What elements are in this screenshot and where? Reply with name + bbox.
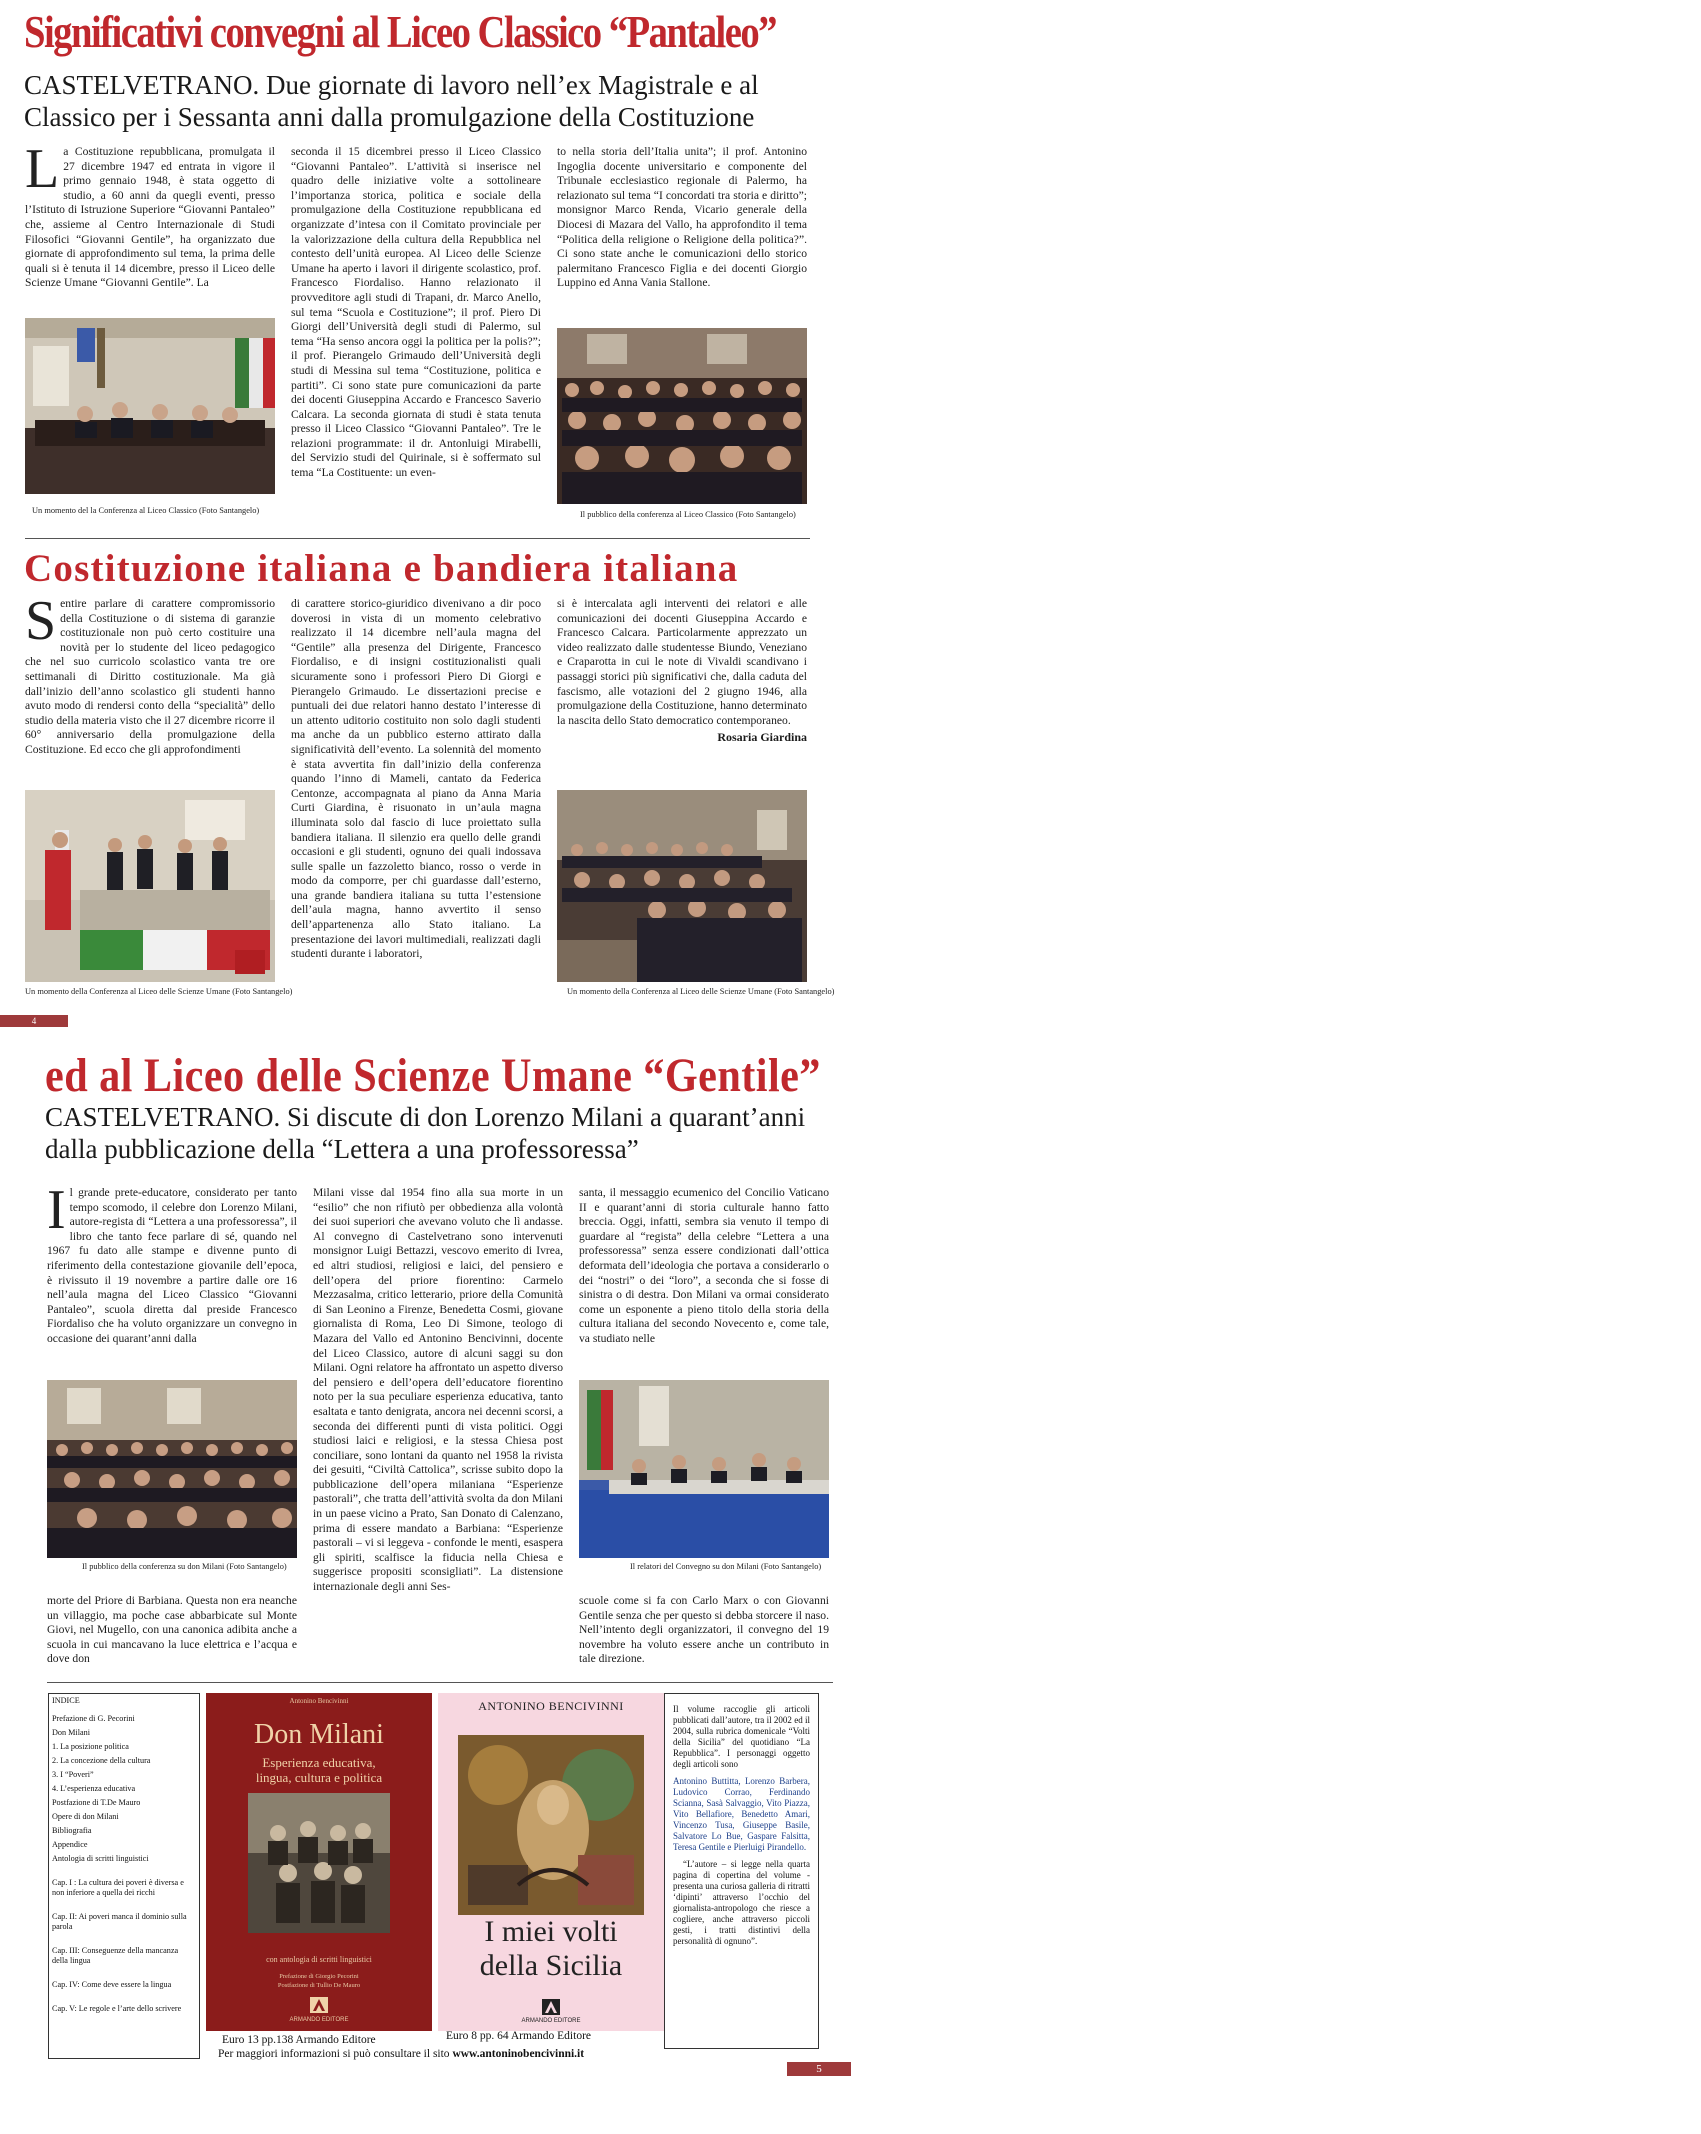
index-item: Cap. I : La cultura dei poveri è diversa e non inferiore a quella dei ricchi (52, 1878, 184, 1897)
book1-photo (248, 1793, 390, 1933)
caption-speakers-don-milani: Il relatori del Convegno su don Milani (Foto Santangelo) (630, 1562, 822, 1571)
article3-subtitle: CASTELVETRANO. Si discute di don Lorenzo Milani a quarant’anni dalla pubblicazione della “Lettera a una professoressa” (45, 1102, 806, 1164)
book1-antologia: con antologia di scritti linguistici (266, 1955, 372, 1964)
index-item: Antologia di scritti linguistici (52, 1854, 149, 1863)
book1-publisher: ARMANDO EDITORE (289, 2017, 349, 2023)
book1-author: Antonino Bencivinni (289, 1697, 349, 1705)
index-item: 2. La concezione della cultura (52, 1756, 151, 1765)
caption-audience-don-milani: Il pubblico della conferenza su don Milani (Foto Santangelo) (82, 1562, 287, 1571)
page-number-right: 5 (787, 2062, 851, 2076)
article1-column-1: L a Costituzione repubblicana, promulgata il 27 dicembre 1947 ed entrata in vigore il primo gennaio 1948, è stata oggetto di studio, a 60 anni da quegli eventi, presso l’Istituto di Istruzione Superiore “Giovanni Pantaleo” che, assieme al Centro Internazionale di Studi Filosofici “Giovanni Gentile”, ha organizzato due giornate di approfondimento sul tema, la prima delle quali si è tenuta il 14 dicembre, presso il Liceo delle Scienze Umane “Giovanni Gentile”. La (25, 138, 275, 290)
book-cover-volti-sicilia (438, 1693, 664, 2031)
book1-title: Don Milani (254, 1719, 384, 1750)
website-link[interactable]: www.antoninobencivinni.it (452, 2048, 585, 2060)
book2-publisher: ARMANDO EDITORE (521, 2018, 581, 2024)
sidebar-names: Antonino Buttitta, Lorenzo Barbera, Ludovico Corrao, Ferdinando Scianna, Sasà Salvaggio, Vito Piazza, Vito Bellafiore, Benedetto Amari, Vincenzo Tusa, Giuseppe Basile, Salvatore Lo Bue, Gaspare Falsitta, Teresa Gentile e Pierluigi Pirandello. (673, 1776, 810, 1852)
article3-column-3: santa, il messaggio ecumenico del Concilio Vaticano II e quarant’anni di storia culturale hanno fatto breccia. Oggi, infatti, sembra sia venuto il tempo di guardare al “regista” della celebre “Lettera a una professoressa” senza essere condizionati dall’ottica deformata dell’ideologia che portava a considerarlo o dei “nostri” o dei “loro”, a seconda che si fosse di sinistra o di destra. Don Milani va ormai considerato come un esponente a pieno titolo della storia della cultura italiana del secondo Novecento e, come tale, va studiato nelle (579, 1186, 829, 1345)
photo-speakers-don-milani (579, 1380, 829, 1558)
book-cover-don-milani (206, 1693, 432, 2031)
photo-conference-panel (25, 318, 275, 494)
book-description-box (664, 1693, 819, 2049)
book2-title: I miei volti della Sicilia (479, 1915, 623, 1982)
caption-audience-scienze-umane: Un momento della Conferenza al Liceo delle Scienze Umane (Foto Santangelo) (567, 987, 835, 996)
book-index-box (48, 1693, 200, 2059)
book2-publisher-logo (542, 1999, 560, 2015)
index-item: 4. L’esperienza educativa (52, 1784, 136, 1793)
article3-title: ed al Liceo delle Scienze Umane “Gentile” (45, 1049, 821, 1102)
book2-price: Euro 8 pp. 64 Armando Editore (446, 2030, 592, 2042)
divider-2 (47, 1682, 833, 1683)
more-info-line (218, 2048, 584, 2060)
photo-speaker-flag (25, 790, 275, 982)
index-item: 3. I “Poveri” (52, 1770, 94, 1779)
book1-subtitle: Esperienza educativa, lingua, cultura e politica (255, 1755, 383, 1785)
index-item: Cap. IV: Come deve essere la lingua (52, 1980, 172, 1989)
index-heading: INDICE (52, 1696, 80, 1705)
article2-column-1: S entire parlare di carattere compromissorio della Costituzione o di sistema di garanzie costituzionale non può certo costituire una novità per lo studente del liceo pedagogico che nel suo curricolo scolastico vanta tre ore settimanali di Diritto costituzionale. Ma già dall’inizio dell’anno scolastico gli studenti hanno avuto modo di rendersi conto della “specialità” dello studio della materia visto che il 27 dicembre ricorre il 60° anniversario della promulgazione della Costituzione. Ed ecco che gli approfondimenti (25, 590, 275, 756)
book1-postfazione: Postfazione di Tullio De Mauro (277, 1982, 361, 1989)
article2-author: Rosaria Giardina (717, 730, 807, 745)
index-item: Opere di don Milani (52, 1812, 119, 1821)
index-item: Don Milani (52, 1728, 90, 1737)
article3-column-1b: morte del Priore di Barbiana. Questa non era neanche un villaggio, ma poche case abbarbicate sul Monte Giovi, nel Mugello, con una canonica adibita anche a scuola in cui mancavano la luce elettrica e l’acqua e dove don (47, 1594, 297, 1666)
dropcap: S (25, 590, 57, 652)
article3-column-2: Milani visse dal 1954 fino alla sua morte in un “esilio” che non rifiutò per obbedienza alla volontà dei suoi superiori che avevano voluto che lì andasse. Al convegno di Castelvetrano sono intervenuti monsignor Luigi Bettazzi, vescovo emerito di Ivrea, ed altri studiosi, religiosi e laici, del pensiero e dell’opera del priore fiorentino: Carmelo Mezzasalma, critico letterario, priore della Comunità di San Leonino a Firenze, Benedetta Cosmi, giovane giornalista di Roma, Leo Di Simone, teologo di Mazara del Vallo ed Antonino Bencivinni, docente del Liceo Classico, autore di alcuni saggi su don Milani. Ogni relatore ha affrontato un aspetto diverso del pensiero e dell’opera dell’educatore fiorentino noto per la sua peculiare esperienza educativa, tanto esaltata e tanto denigrata, ancora nei decenni scorsi, a seconda dei differenti punti di vista politici. Oggi studiosi laici e religiosi, e la stessa Chiesa post conciliare, sono lontani da quanto nel 1958 la rivista dei gesuiti, “Civiltà Cattolica”, scrisse subito dopo la pubblicazione dell’opera milaniana “Esperienze pastorali”, che tratta dell’attività svolta da don Milani in un paese vicino a Prato, San Donato di Calenzano, prima di essere mandato a Barbiana: “Esperienze pastorali – vi si leggeva - confonde le menti, esaspera gli spiriti, scalfisce la fiducia nella Chiesa e suggerisce propositi sconsigliati”. La distensione internazionale degli anni Ses- (313, 1186, 563, 1594)
index-item: Postfazione di T.De Mauro (52, 1798, 141, 1807)
index-item: Appendice (52, 1840, 88, 1849)
book1-price: Euro 13 pp.138 Armando Editore (222, 2034, 376, 2046)
index-item: 1. La posizione politica (52, 1742, 129, 1751)
dropcap: L (25, 138, 60, 200)
sidebar-quote: “L’autore – si legge nella quarta pagina di copertina del volume - presenta una curiosa galleria di ritratti ‘dipinti’ attraverso l’occhio del giornalista-antropologo che riesce a cogliere, anche attraverso piccoli gesti, i tratti distintivi della personalità di ognuno”. (673, 1859, 810, 1946)
book2-painting (458, 1735, 644, 1915)
article2-column-2: di carattere storico-giuridico divenivano a dir poco doverosi in vista di un momento celebrativo realizzato il 14 dicembre nell’aula magna del “Gentile” alla presenza del Dirigente, Francesco Fiordaliso, e di insigni costituzionalisti quali sicuramente sono i professori Piero Di Giorgi e Pierangelo Grimaudo. Le dissertazioni precise e puntuali dei due relatori hanno destato l’interesse di un attento uditorio costituito non solo dagli studenti ma anche da un pubblico esterno attirato dalla significatività dell’evento. La solennità del momento è stata avvertita fin dall’inizio della conferenza quando l’inno di Mameli, cantato da Federica Centonze, accompagnata al piano da Anna Maria Curti Giardina, è risuonato in un’aula magna illuminata solo dal fascio di luce proiettato sulla bandiera italiana. Il silenzio era quello delle grandi occasioni e gli studenti, ognuno dei quali indossava sulle spalle un fazzoletto bianco, rosso o verde in modo da comporre, per chi guardasse dall’esterno, una grande bandiera italiana su tutta l’estensione dell’aula magna, hanno avvertito il senso dell’appartenenza allo Stato italiano. La presentazione dei lavori multimediali, realizzati dagli studenti durante i laboratori, (291, 597, 541, 961)
divider-1 (25, 538, 810, 539)
article3-column-1: I l grande prete-educatore, considerato per tanto tempo scomodo, il celebre don Lorenzo Milani, autore-regista di “Lettera a una professoressa”, il libro che tanto fece parlare di sé, quando nel 1967 fu dato alle stampe e divenne punto di riferimento della contestazione giovanile dell’epoca, è rivissuto il 19 novembre a partire dalle ore 16 nell’aula magna del Liceo Classico “Giovanni Pantaleo”, scuola diretta dal preside Francesco Fiordaliso che ha voluto organizzare un convegno in occasione dei quarant’anni dalla (47, 1179, 297, 1345)
photo-audience-don-milani (47, 1380, 297, 1558)
article1-title: Significativi convegni al Liceo Classico “Pantaleo” (24, 7, 776, 57)
sidebar-intro: Il volume raccoglie gli articoli pubblicati dall’autore, tra il 2002 ed il 2004, sulla rubrica domenicale “Volti della Sicilia” del quotidiano “La Repubblica”. I personaggi oggetto degli articoli sono (673, 1704, 810, 1769)
index-item: Cap. V: Le regole e l’arte dello scrivere (52, 2004, 182, 2013)
photo-audience-scienze-umane (557, 790, 807, 982)
more-info-text: Per maggiori informazioni si può consultare il sito (218, 2048, 450, 2060)
dropcap: I (47, 1179, 66, 1241)
caption-speaker-flag: Un momento della Conferenza al Liceo delle Scienze Umane (Foto Santangelo) (25, 987, 293, 996)
article1-column-3: to nella storia dell’Italia unita”; il prof. Antonino Ingoglia docente universitario e componente del Tribunale ecclesiastico regionale di Palermo, ha relazionato sul tema “I concordati tra storia e diritto”; monsignor Marco Renda, Vicario generale della Diocesi di Mazara del Vallo, ha approfondito il tema “Politica della religione o Religione della politica?”. Ci sono state anche le comunicazioni dello storico palermitano Francesco Figlia e dei docenti Giorgio Luppino ed Anna Vania Stallone. (557, 145, 807, 290)
page-number-left: 4 (0, 1015, 68, 1027)
book1-publisher-logo (310, 1997, 328, 2013)
article3-column-3b: scuole come si fa con Carlo Marx o con Giovanni Gentile senza che per questo si debba storcere il naso. Nell’intento degli organizzatori, il convegno del 19 novembre ha voluto essere anche un contributo in tale direzione. (579, 1594, 829, 1666)
article1-subtitle: CASTELVETRANO. Due giornate di lavoro nell’ex Magistrale e al Classico per i Sessanta anni dalla promulgazione della Costituzione (24, 70, 759, 132)
index-item: Prefazione di G. Pecorini (52, 1714, 135, 1723)
photo-audience-classico (557, 328, 807, 504)
caption-conference-panel: Un momento del la Conferenza al Liceo Classico (Foto Santangelo) (32, 506, 260, 515)
caption-audience-classico: Il pubblico della conferenza al Liceo Classico (Foto Santangelo) (580, 510, 796, 519)
article1-column-2: seconda il 15 dicembrei presso il Liceo Classico “Giovanni Pantaleo”. L’attività si inserisce nel quadro delle iniziative volte a sottolineare l’importanza storica, politica e sociale della promulgazione della Costituzione repubblicana ed organizzate d’intesa con il Comitato provinciale per la valorizzazione della cultura della Repubblica nel contesto dell’unità europea. Al Liceo delle Scienze Umane ha aperto i lavori il dirigente scolastico, prof. Francesco Fiordaliso. Hanno relazionato il provveditore agli studi di Trapani, dr. Marco Anello, sul tema “Scuola e Costituzione”; il prof. Piero Di Giorgi dell’Università degli studi di Palermo, sul tema “Ha senso ancora oggi la politica per la polis?”; il prof. Pierangelo Grimaudo dell’Università degli studi di Messina sul tema “Costituzione, politica e partiti”. Ci sono state pure comunicazioni da parte dei docenti Giuseppina Accardo e Francesco Saverio Calcara. La seconda giornata di studi è stata tenuta presso il Liceo Classico “Giovanni Pantaleo”. Tre le relazioni programmate: il dr. Antonluigi Mirabelli, del Servizio studi del Quirinale, si è soffermato sul tema “La Costituente: un even- (291, 145, 541, 480)
index-item: Cap. III: Conseguenze della mancanza della lingua (52, 1946, 179, 1965)
index-item: Bibliografia (52, 1826, 92, 1835)
article2-title: Costituzione italiana e bandiera italiana (24, 547, 739, 590)
article2-column-3: si è intercalata agli interventi dei relatori e alle comunicazioni dei docenti Giuseppina Accardo e Francesco Calcara. Particolarmente apprezzato un video realizzato dalle studentesse Biundo, Veneziano e Craparotta in cui le note di Vivaldi scandivano i passaggi storici più significativi che, dalla caduta del fascismo, alle votazioni del 2 giugno 1946, alla promulgazione della Costituzione, hanno determinato la nascita dello Stato democratico contemporaneo. Rosaria Giardina (557, 597, 807, 745)
book1-prefazione: Prefazione di Giorgio Pecorini (279, 1973, 359, 1980)
book2-author: ANTONINO BENCIVINNI (478, 1699, 624, 1713)
index-item: Cap. II: Ai poveri manca il dominio sulla parola (52, 1912, 187, 1931)
